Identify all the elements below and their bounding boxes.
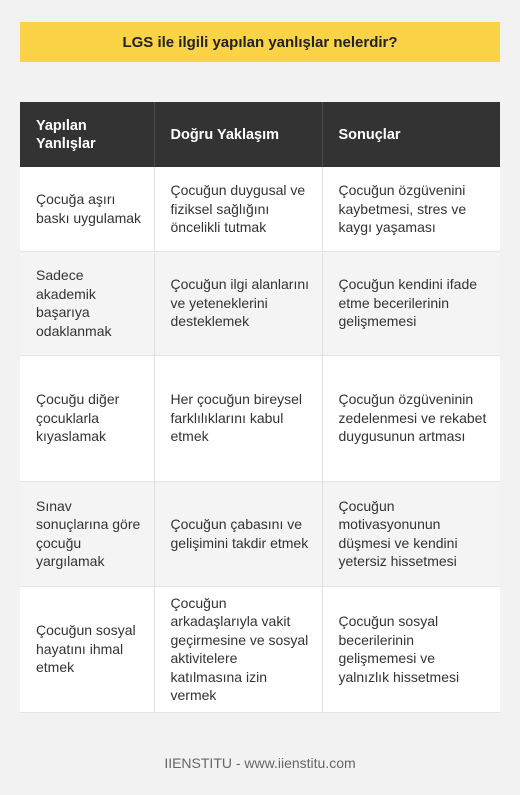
table-cell: Çocuğun arkadaşlarıyla vakit geçirmesine ve sosyal aktivitelere katılmasına izin vermek <box>154 586 322 712</box>
table-cell: Çocuğun motivasyonunun düşmesi ve kendini yetersiz hissetmesi <box>322 481 500 586</box>
table-row <box>20 251 500 355</box>
table-row <box>20 355 500 481</box>
table-header-row <box>20 102 500 167</box>
table-cell: Sınav sonuçlarına göre çocuğu yargılamak <box>20 481 154 586</box>
table-cell: Sadece akademik başarıya odaklanmak <box>20 251 154 355</box>
column-header-correct-approach: Doğru Yaklaşım <box>154 102 322 167</box>
table-cell: Çocuğun duygusal ve fiziksel sağlığını öncelikli tutmak <box>154 167 322 251</box>
table-cell: Her çocuğun bireysel farklılıklarını kabul etmek <box>154 355 322 481</box>
page-title-text: LGS ile ilgili yapılan yanlışlar nelerdir? <box>122 33 398 51</box>
comparison-table <box>20 102 500 713</box>
table-row <box>20 481 500 586</box>
table-cell: Çocuğun sosyal hayatını ihmal etmek <box>20 586 154 712</box>
page-title <box>20 22 500 62</box>
table-row <box>20 586 500 712</box>
table-cell: Çocuğun özgüveninin zedelenmesi ve rekabet duygusunun artması <box>322 355 500 481</box>
table-cell: Çocuğun özgüvenini kaybetmesi, stres ve kaygı yaşaması <box>322 167 500 251</box>
table-cell: Çocuğun kendini ifade etme becerilerinin gelişmemesi <box>322 251 500 355</box>
table-cell: Çocuğun sosyal becerilerinin gelişmemesi ve yalnızlık hissetmesi <box>322 586 500 712</box>
column-header-results: Sonuçlar <box>322 102 500 167</box>
table-cell: Çocuğa aşırı baskı uygulamak <box>20 167 154 251</box>
footer-credit: IIENSTITU - www.iienstitu.com <box>164 755 356 771</box>
table-cell: Çocuğun ilgi alanlarını ve yeteneklerini desteklemek <box>154 251 322 355</box>
table-row <box>20 167 500 251</box>
table-cell: Çocuğun çabasını ve gelişimini takdir etmek <box>154 481 322 586</box>
table-cell: Çocuğu diğer çocuklarla kıyaslamak <box>20 355 154 481</box>
column-header-mistakes: Yapılan Yanlışlar <box>20 102 154 167</box>
